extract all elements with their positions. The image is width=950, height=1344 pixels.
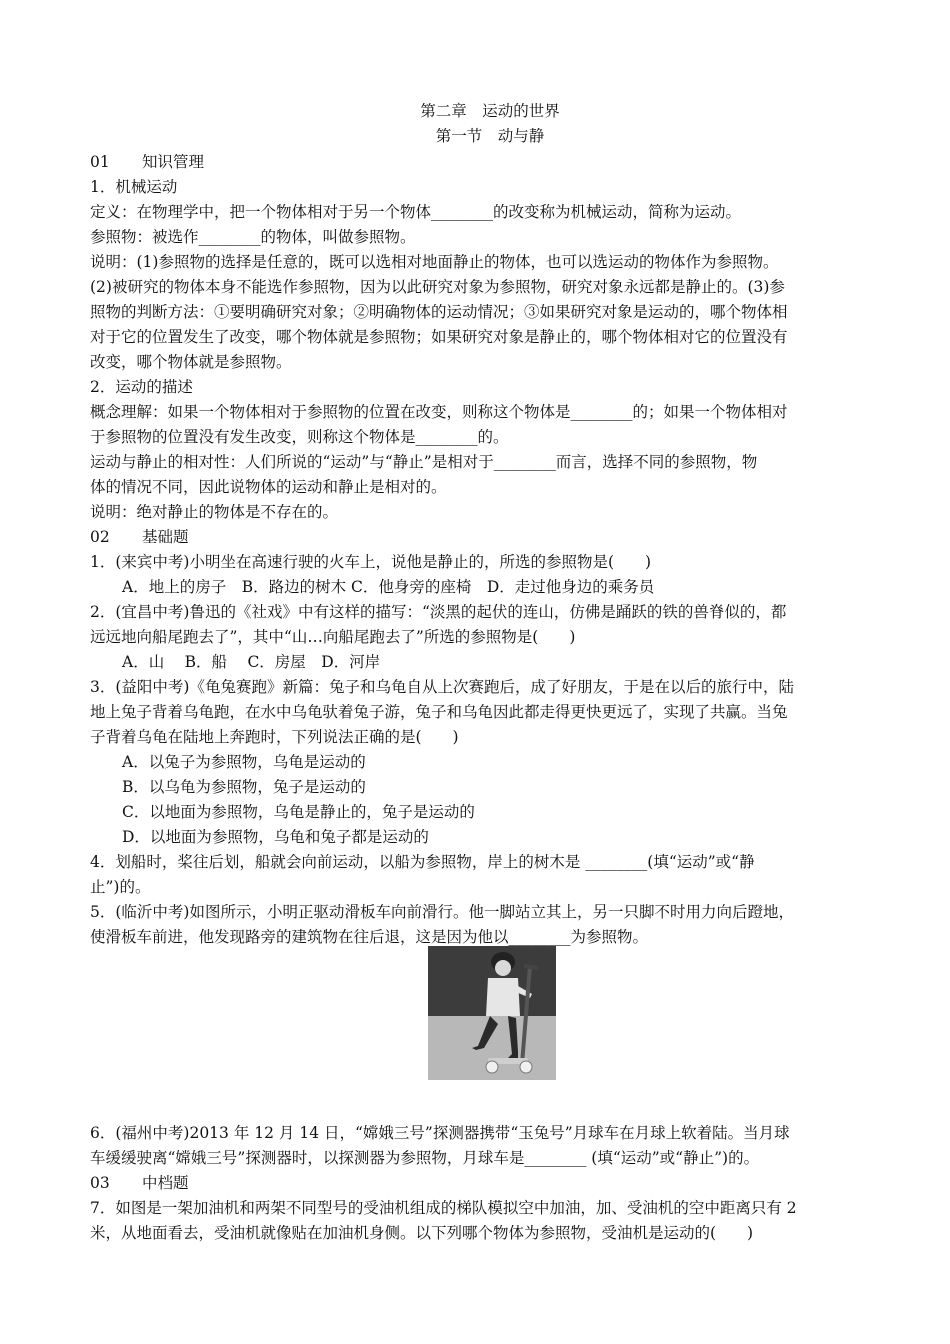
- question-line: 子背着乌龟在陆地上奔跑时，下列说法正确的是( ): [90, 728, 459, 746]
- section-heading-intermediate: [90, 1172, 189, 1194]
- question-line: 米，从地面看去，受油机就像贴在加油机身侧。以下列哪个物体为参照物，受油机是运动的( ): [90, 1224, 754, 1242]
- note-line: (2)被研究的物体本身不能选作参照物，因为以此研究对象为参照物，研究对象永远都是静止的。(3)参: [90, 278, 785, 296]
- question-line: 3．(益阳中考)《龟兔赛跑》新篇：兔子和乌龟自从上次赛跑后，成了好朋友，于是在以后的旅行中，陆: [90, 678, 794, 696]
- option-d: D．以地面为参照物，乌龟和兔子都是运动的: [122, 828, 429, 846]
- option-a: A．以兔子为参照物，乌龟是运动的: [122, 753, 366, 771]
- note-line: 改变，哪个物体就是参照物。: [90, 353, 292, 371]
- question-line: 5．(临沂中考)如图所示，小明正驱动滑板车向前滑行。他一脚站立其上，另一只脚不时用力向后蹬地，: [90, 903, 794, 921]
- note-line: 说明：绝对静止的物体是不存在的。: [90, 503, 339, 521]
- question-line: 6．(福州中考)2013 年 12 月 14 日，“嫦娥三号”探测器携带“玉兔号”月球车在月球上软着陆。当月球: [90, 1124, 790, 1142]
- section-title-text: 中档题: [142, 1174, 189, 1192]
- topic-heading: 1．机械运动: [90, 178, 178, 196]
- concept-line: 于参照物的位置没有发生改变，则称这个物体是________的。: [90, 428, 509, 446]
- relativity-line: 体的情况不同，因此说物体的运动和静止是相对的。: [90, 478, 447, 496]
- section-title-text: 知识管理: [142, 153, 205, 171]
- question-line: 7．如图是一架加油机和两架不同型号的受油机组成的梯队模拟空中加油，加、受油机的空中距离只有 2: [90, 1199, 797, 1217]
- question-line: 4．划船时，桨往后划，船就会向前运动，以船为参照物，岸上的树木是 ________(填“运动”或“静: [90, 853, 755, 871]
- question-line: 远远地向船尾跑去了”，其中“山…向船尾跑去了”所选的参照物是( ): [90, 628, 576, 646]
- question-line: 止”)的。: [90, 878, 151, 896]
- section-number: 01: [90, 153, 110, 171]
- section-number: 03: [90, 1174, 110, 1192]
- concept-line: 概念理解：如果一个物体相对于参照物的位置在改变，则称这个物体是________的；如果一个物体相对: [90, 403, 788, 421]
- child-on-scooter-photo: [428, 946, 556, 1080]
- definition-line: 定义：在物理学中，把一个物体相对于另一个物体________的改变称为机械运动，简称为运动。: [90, 203, 742, 221]
- relativity-line: 运动与静止的相对性：人们所说的“运动”与“静止”是相对于________而言，选择不同的参照物，物: [90, 453, 758, 471]
- question-line: 地上兔子背着乌龟跑，在水中乌龟驮着兔子游，兔子和乌龟因此都走得更快更远了，实现了共赢。当兔: [90, 703, 788, 721]
- reference-line: 参照物：被选作________的物体，叫做参照物。: [90, 228, 416, 246]
- note-line: 照物的判断方法：①要明确研究对象；②明确物体的运动情况；③如果研究对象是运动的，哪个物体相: [90, 303, 788, 321]
- chapter-title: 第二章 运动的世界: [420, 102, 560, 120]
- options-line: A．地上的房子 B．路边的树木 C．他身旁的座椅 D．走过他身边的乘务员: [122, 578, 655, 596]
- section-heading-basic: [90, 526, 189, 548]
- section-title-text: 基础题: [142, 528, 189, 546]
- options-line: A．山 B．船 C．房屋 D．河岸: [122, 653, 381, 671]
- section-title: 第一节 动与静: [435, 127, 545, 145]
- section-number: 02: [90, 528, 110, 546]
- question-line: 使滑板车前进，他发现路旁的建筑物在往后退，这是因为他以________为参照物。: [90, 928, 649, 946]
- note-line: 对于它的位置发生了改变，哪个物体就是参照物；如果研究对象是静止的，哪个物体相对它的位置没有: [90, 328, 788, 346]
- note-line: 说明：(1)参照物的选择是任意的，既可以选相对地面静止的物体，也可以选运动的物体作为参照物。: [90, 253, 779, 271]
- option-b: B．以乌龟为参照物，兔子是运动的: [122, 778, 366, 796]
- section-heading-knowledge: [90, 151, 204, 173]
- option-c: C．以地面为参照物，乌龟是静止的，兔子是运动的: [122, 803, 475, 821]
- question-line: 1．(来宾中考)小明坐在高速行驶的火车上，说他是静止的，所选的参照物是( ): [90, 553, 652, 571]
- question-line: 车缓缓驶离“嫦娥三号”探测器时，以探测器为参照物，月球车是________ (填“运动”或“静止”)的。: [90, 1149, 760, 1167]
- topic-heading: 2．运动的描述: [90, 378, 193, 396]
- question-line: 2．(宜昌中考)鲁迅的《社戏》中有这样的描写：“淡黑的起伏的连山，仿佛是踊跃的铁的兽脊似的，都: [90, 603, 787, 621]
